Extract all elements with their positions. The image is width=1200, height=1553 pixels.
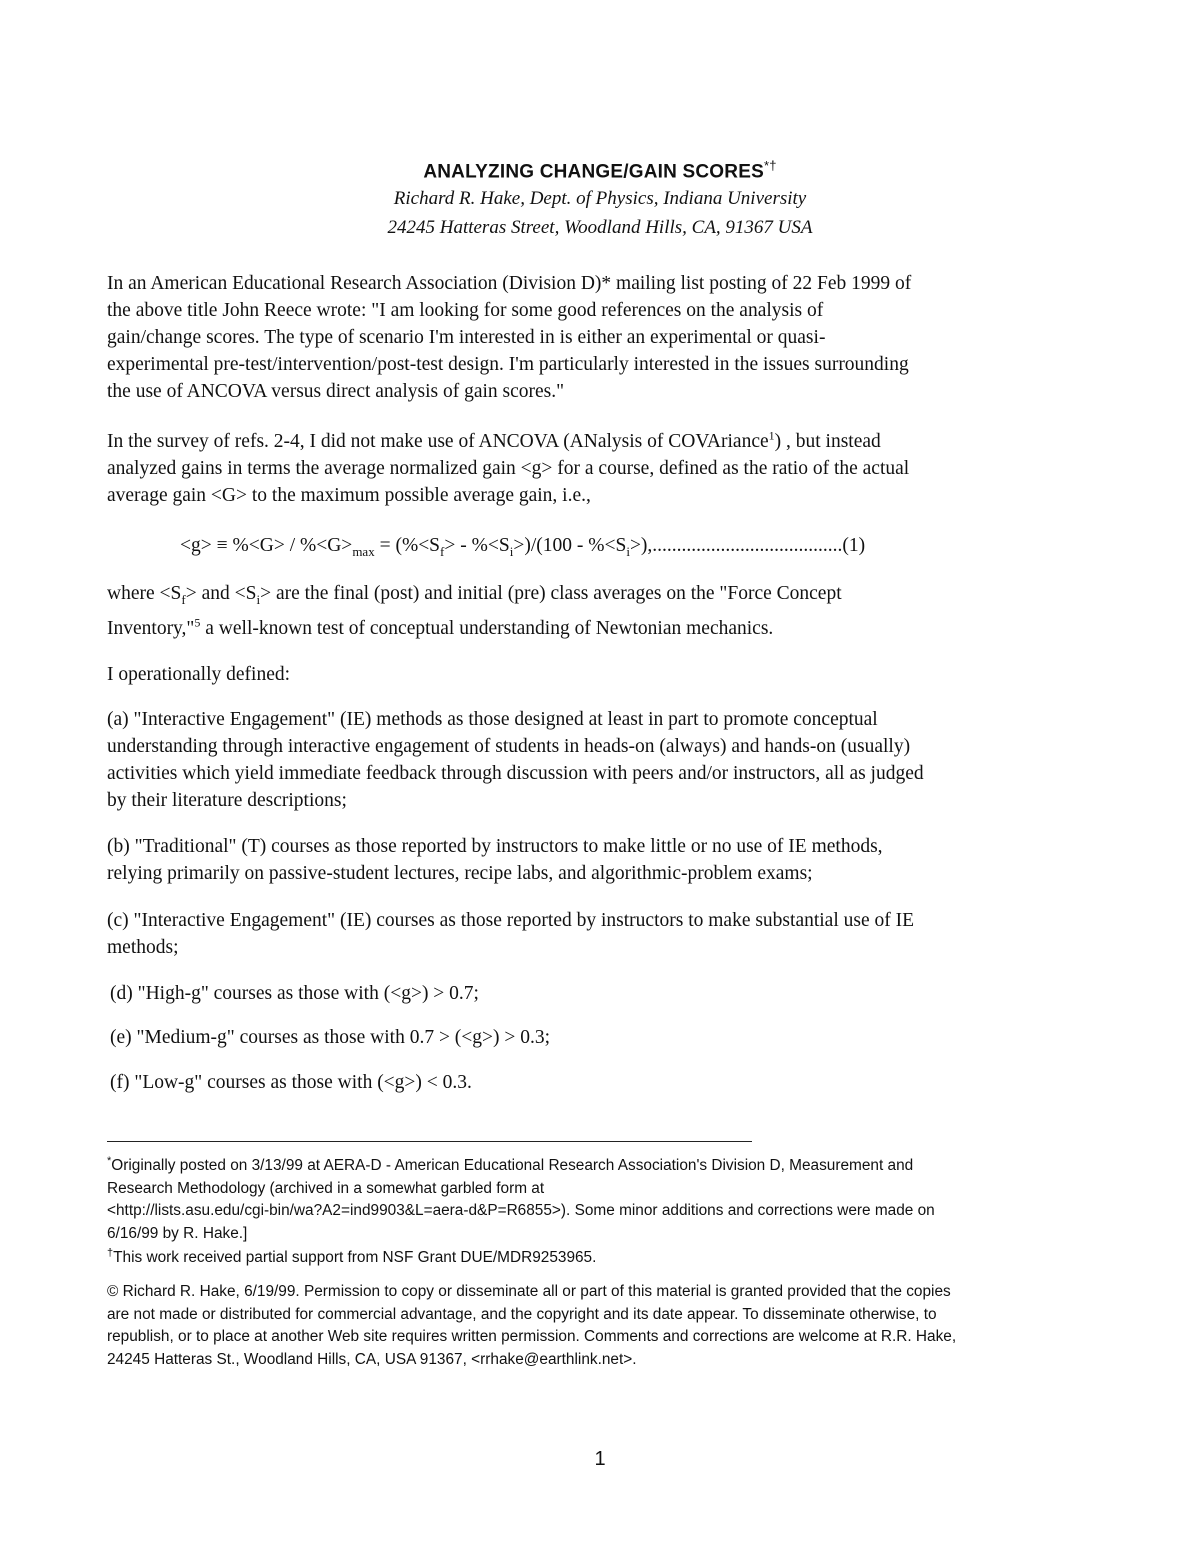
equation-part: >),.......................................(1): [629, 535, 866, 556]
author-address: 24245 Hatteras Street, Woodland Hills, CA, 91367 USA: [387, 217, 813, 238]
subscript: f: [181, 591, 186, 607]
text-line: (c) "Interactive Engagement" (IE) courses as those reported by instructors to make substantial use of IE: [107, 910, 915, 931]
text-line: I operationally defined:: [107, 664, 291, 685]
footnote-divider: [107, 1141, 752, 1142]
text-line: In an American Educational Research Association (Division D)* mailing list posting of 22 Feb 1999 of: [107, 273, 912, 294]
text-span: This work received partial support from NSF Grant DUE/MDR9253965.: [113, 1249, 597, 1266]
copyright-notice: [107, 1281, 1087, 1371]
text-span: > are the final (post) and initial (pre) class averages on the "Force Concept: [260, 583, 842, 604]
text-line: the use of ANCOVA versus direct analysis of gain scores.": [107, 381, 565, 402]
text-line: © Richard R. Hake, 6/19/99. Permission to copy or disseminate all or part of this material is granted provided that the copies: [107, 1283, 951, 1300]
text-line: experimental pre-test/intervention/post-test design. I'm particularly interested in the issues surrounding: [107, 354, 909, 375]
page-number: 1: [594, 1448, 606, 1470]
text-line: [107, 615, 1107, 642]
footnote-1: [107, 1155, 1087, 1245]
equation-1: [180, 532, 865, 559]
definition-c: [107, 907, 1107, 961]
text-line: [107, 1155, 1087, 1178]
text-line: (a) "Interactive Engagement" (IE) methods as those designed at least in part to promote conceptual: [107, 709, 878, 730]
footnote-mark: †: [107, 1246, 114, 1259]
footnote-2: [107, 1247, 1087, 1270]
text-line: Research Methodology (archived in a somewhat garbled form at: [107, 1179, 545, 1197]
equation-part: > - %<S: [444, 535, 510, 556]
text-line: relying primarily on passive-student lectures, recipe labs, and algorithmic-problem exams;: [107, 863, 813, 884]
author-affiliation: Richard R. Hake, Dept. of Physics, Indiana University: [393, 188, 807, 209]
text-line: [107, 428, 1107, 455]
footnote-mark: *: [107, 1154, 112, 1167]
method-paragraph: [107, 428, 1107, 509]
text-line: [107, 580, 1107, 607]
equation-part: >)/(100 - %<S: [513, 535, 627, 556]
text-line: average gain <G> to the maximum possible average gain, i.e.,: [107, 485, 591, 506]
document-title: [0, 158, 1200, 183]
definition-f: (f) "Low-g" courses as those with (<g>) < 0.3.: [110, 1072, 472, 1093]
title-footnote-marks: *†: [763, 158, 777, 173]
text-line: are not made or distributed for commercial advantage, and the copyright and its date appear. To disseminate otherwise, to: [107, 1305, 937, 1323]
text-line: by their literature descriptions;: [107, 790, 347, 811]
text-span: a well-known test of conceptual understanding of Newtonian mechanics.: [200, 618, 774, 639]
definition-a: [107, 706, 1107, 814]
reference-superscript: 5: [194, 615, 201, 630]
equation-subscript: i: [509, 543, 514, 559]
text-span: ) , but instead: [774, 431, 881, 452]
definition-b: [107, 833, 1107, 887]
text-line: activities which yield immediate feedback through discussion with peers and/or instructors, all as judged: [107, 763, 924, 784]
text-span: > and <S: [185, 583, 257, 604]
text-span: where <S: [107, 583, 182, 604]
equation-subscript: max: [352, 543, 375, 559]
reference-superscript: 1: [768, 428, 775, 443]
definition-e: (e) "Medium-g" courses as those with 0.7 > (<g>) > 0.3;: [110, 1027, 551, 1048]
text-line: analyzed gains in terms the average normalized gain <g> for a course, defined as the ratio of the actual: [107, 458, 910, 479]
text-line: gain/change scores. The type of scenario I'm interested in is either an experimental or quasi-: [107, 327, 826, 348]
text-span: Inventory,": [107, 618, 195, 639]
equation-part: = (%<S: [374, 535, 441, 556]
text-line: <http://lists.asu.edu/cgi-bin/wa?A2=ind9903&L=aera-d&P=R6855>). Some minor additions and corrections were made on: [107, 1202, 935, 1219]
definition-d: (d) "High-g" courses as those with (<g>) > 0.7;: [110, 983, 479, 1004]
intro-paragraph: [107, 270, 1107, 405]
title-text: ANALYZING CHANGE/GAIN SCORES: [423, 161, 764, 183]
text-line: methods;: [107, 937, 179, 958]
text-span: In the survey of refs. 2-4, I did not make use of ANCOVA (ANalysis of COVAriance: [107, 431, 769, 452]
equation-subscript: f: [440, 543, 445, 559]
equation-subscript: i: [626, 543, 630, 559]
definition-paragraph: [107, 580, 1107, 642]
subscript: i: [256, 591, 261, 607]
text-line: (b) "Traditional" (T) courses as those reported by instructors to make little or no use of IE methods,: [107, 836, 883, 857]
text-line: the above title John Reece wrote: "I am looking for some good references on the analysis of: [107, 300, 824, 321]
equation-part: <g> ≡ %<G> / %<G>: [180, 535, 353, 556]
text-line: 6/16/99 by R. Hake.]: [107, 1224, 248, 1242]
text-line: 24245 Hatteras St., Woodland Hills, CA, USA 91367, <rrhake@earthlink.net>.: [107, 1350, 637, 1368]
text-line: republish, or to place at another Web site requires written permission. Comments and corrections are welcome at R.R. Hake,: [107, 1328, 957, 1345]
text-span: Originally posted on 3/13/99 at AERA-D - American Educational Research Association's Division D, Measurement and: [111, 1157, 914, 1174]
text-line: understanding through interactive engagement of students in heads-on (always) and hands-on (usually): [107, 736, 911, 757]
